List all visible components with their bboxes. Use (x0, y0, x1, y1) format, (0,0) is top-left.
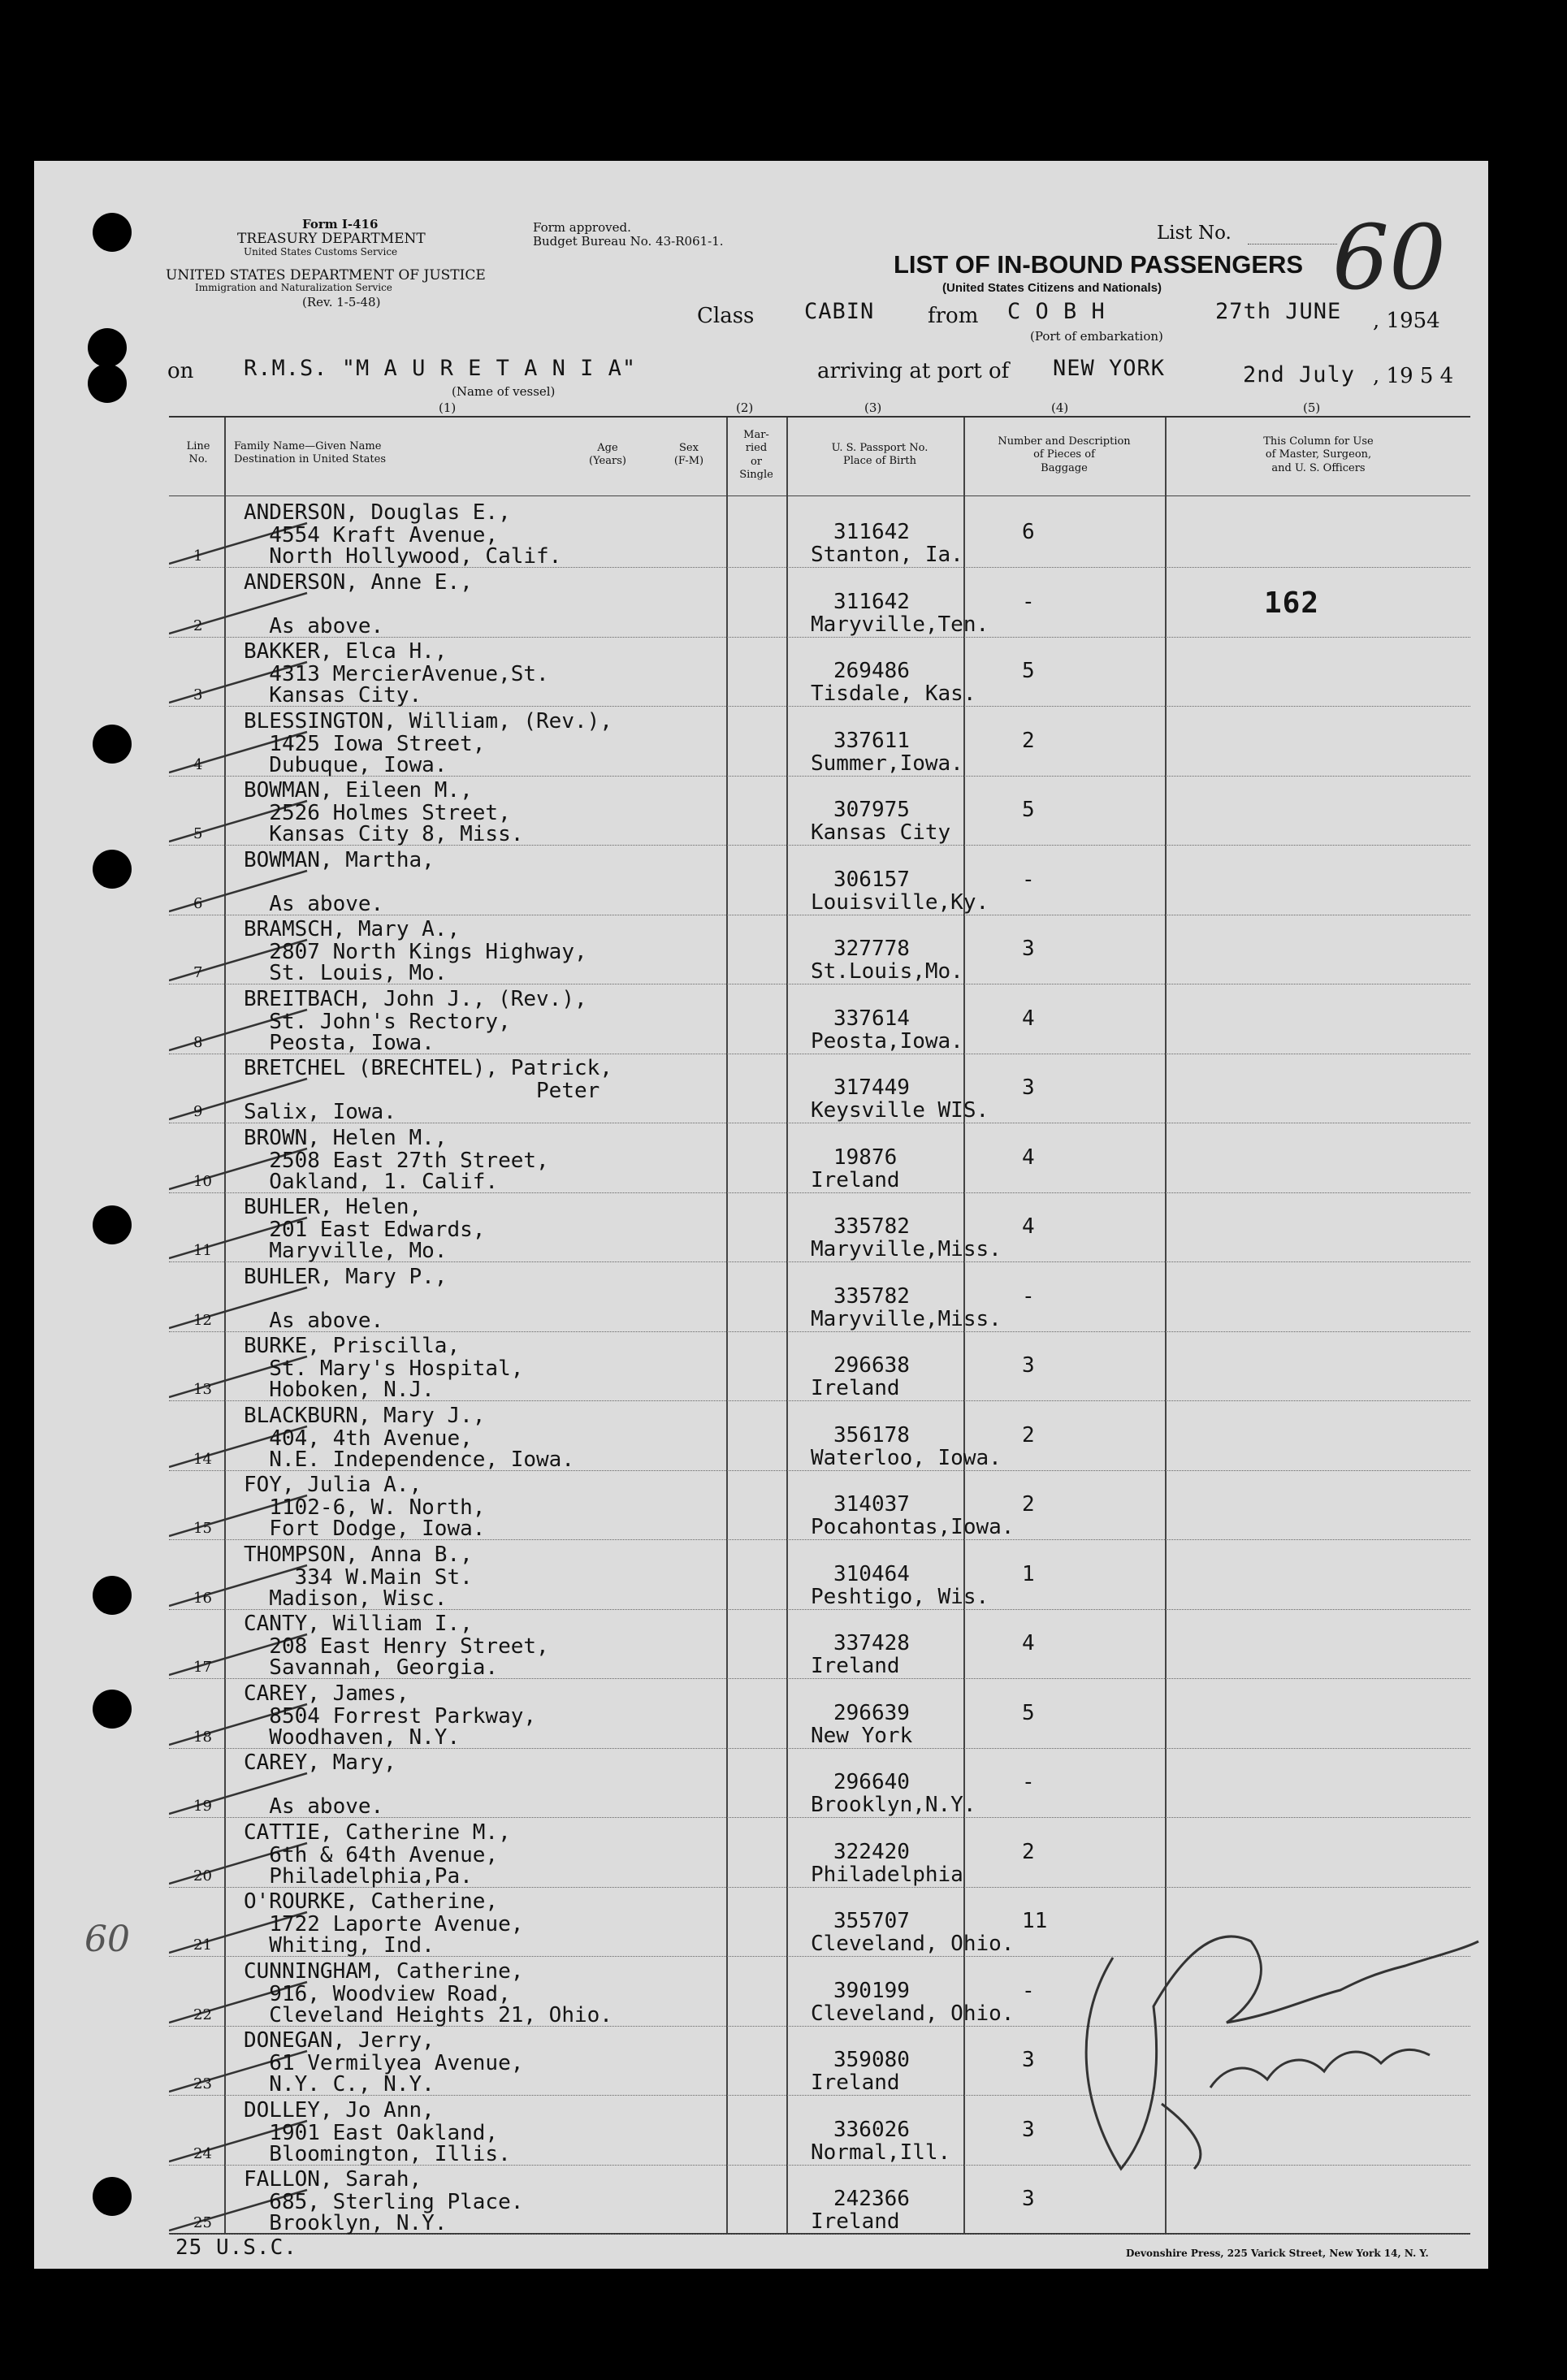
col-header-officers: This Column for Use of Master, Surgeon, and U. S. Officers (1263, 435, 1374, 474)
class-label: Class (697, 304, 755, 328)
embark-date: 27th JUNE (1215, 299, 1342, 324)
passport-number: 335782 (833, 1283, 910, 1309)
passenger-name: BRAMSCH, Mary A., (244, 917, 461, 941)
passport-number: 314037 (833, 1492, 910, 1517)
passenger-city: As above. (244, 891, 384, 916)
passenger-address: 1901 East Oakland, (244, 2120, 499, 2145)
passport-number: 19876 (833, 1145, 898, 1170)
line-number: 8 (193, 1033, 203, 1051)
passport-number: 337428 (833, 1631, 910, 1655)
baggage-count: - (1022, 1770, 1035, 1794)
passenger-name: BOWMAN, Eileen M., (244, 778, 473, 803)
passport-number: 311642 (833, 520, 910, 544)
passenger-address: 6th & 64th Avenue, (244, 1842, 499, 1867)
line-number: 25 (193, 2214, 212, 2231)
passenger-name: BAKKER, Elca H., (244, 639, 448, 664)
line-number: 17 (193, 1659, 212, 1676)
table-row (169, 1402, 1470, 1472)
baggage-count: 3 (1022, 937, 1035, 961)
passport-number: 337614 (833, 1006, 910, 1031)
passenger-city: Philadelphia,Pa. (244, 1863, 473, 1889)
line-number: 11 (193, 1242, 212, 1259)
arrival-year: , 19 5 4 (1373, 364, 1454, 388)
passenger-address: 1102-6, W. North, (244, 1495, 486, 1520)
punch-hole (93, 1576, 132, 1615)
passenger-address: 404, 4th Avenue, (244, 1426, 473, 1451)
stamp-number: 162 (1264, 586, 1320, 620)
place-of-birth: St.Louis,Mo. (811, 959, 963, 984)
passenger-city: Hoboken, N.J. (244, 1378, 435, 1402)
baggage-count: 5 (1022, 659, 1035, 683)
margin-number-handwritten: 60 (84, 1919, 130, 1960)
baggage-count: 4 (1022, 1631, 1035, 1655)
line-number: 24 (193, 2144, 212, 2162)
passport-number: 311642 (833, 589, 910, 614)
line-number: 12 (193, 1311, 212, 1329)
passport-number: 335782 (833, 1214, 910, 1239)
passenger-address: 2526 Holmes Street, (244, 801, 511, 825)
justice-dept: UNITED STATES DEPARTMENT OF JUSTICE (166, 267, 486, 283)
passport-number: 310464 (833, 1561, 910, 1586)
place-of-birth: Maryville,Miss. (811, 1237, 1002, 1261)
baggage-count: - (1022, 589, 1035, 614)
customs-service: United States Customs Service (244, 246, 398, 257)
passenger-address: 2508 East 27th Street, (244, 1148, 549, 1173)
passenger-name: FALLON, Sarah, (244, 2167, 422, 2192)
baggage-count: 2 (1022, 728, 1035, 753)
passport-number: 317449 (833, 1075, 910, 1100)
form-approved: Form approved. (533, 220, 631, 235)
line-number: 5 (193, 825, 203, 842)
passenger-name: BREITBACH, John J., (Rev.), (244, 986, 587, 1011)
table-row (169, 1054, 1470, 1124)
place-of-birth: Ireland (811, 2209, 900, 2234)
passenger-name: FOY, Julia A., (244, 1473, 422, 1497)
passport-number: 356178 (833, 1422, 910, 1447)
place-of-birth: Maryville,Miss. (811, 1306, 1002, 1331)
baggage-count: 5 (1022, 1700, 1035, 1725)
baggage-count: 3 (1022, 1075, 1035, 1100)
embark-year: , 1954 (1373, 309, 1440, 333)
place-of-birth: Louisville,Ky. (811, 889, 989, 915)
place-of-birth: Summer,Iowa. (811, 751, 963, 776)
col-number-4: (4) (1051, 400, 1069, 415)
list-number-handwritten: 60 (1332, 206, 1446, 309)
baggage-count: - (1022, 1283, 1035, 1309)
line-number: 14 (193, 1450, 212, 1468)
passenger-city: Oakland, 1. Calif. (244, 1169, 499, 1194)
place-of-birth: Normal,Ill. (811, 2140, 951, 2165)
col-header-line-no: Line No. (186, 440, 210, 466)
passenger-address: 916, Woodview Road, (244, 1981, 511, 2006)
baggage-count: - (1022, 1978, 1035, 2003)
line-number: 7 (193, 964, 203, 981)
place-of-birth: Ireland (811, 1654, 900, 1678)
passenger-name: THOMPSON, Anna B., (244, 1542, 473, 1567)
passenger-name: BRETCHEL (BRECHTEL), Patrick, (244, 1056, 613, 1080)
baggage-count: 5 (1022, 798, 1035, 822)
place-of-birth: Maryville,Ten. (811, 612, 989, 637)
passenger-address: 4554 Kraft Avenue, (244, 523, 499, 547)
inspector-signature (1064, 1860, 1487, 2185)
passport-number: 327778 (833, 937, 910, 961)
line-number: 16 (193, 1589, 212, 1607)
passport-number: 355707 (833, 1909, 910, 1933)
passenger-city: Savannah, Georgia. (244, 1655, 499, 1680)
place-of-birth: Keysville WIS. (811, 1098, 989, 1123)
passenger-city: As above. (244, 1308, 384, 1333)
footer-statute: 25 U.S.C. (175, 2235, 297, 2260)
place-of-birth: Peshtigo, Wis. (811, 1584, 989, 1609)
baggage-count: 2 (1022, 1839, 1035, 1864)
punch-hole (93, 1205, 132, 1244)
passenger-address: Peter (244, 1079, 600, 1103)
passenger-city: Kansas City 8, Miss. (244, 822, 524, 846)
vessel-caption: (Name of vessel) (452, 384, 556, 399)
passenger-city: Dubuque, Iowa. (244, 752, 448, 777)
passenger-city: N.E. Independence, Iowa. (244, 1447, 574, 1472)
passenger-city: Woodhaven, N.Y. (244, 1724, 461, 1750)
form-title: LIST OF IN-BOUND PASSENGERS (894, 250, 1304, 279)
place-of-birth: Ireland (811, 2071, 900, 2095)
place-of-birth: Peosta,Iowa. (811, 1028, 963, 1054)
col-number-5: (5) (1303, 400, 1321, 415)
line-number: 20 (193, 1867, 212, 1885)
embark-port: C O B H (1007, 299, 1106, 324)
punch-hole (93, 213, 132, 252)
line-number: 2 (193, 617, 203, 634)
line-number: 4 (193, 755, 203, 773)
baggage-count: 3 (1022, 2048, 1035, 2072)
passenger-address: 61 Vermilyea Avenue, (244, 2051, 524, 2075)
passenger-city: Bloomington, Illis. (244, 2141, 511, 2166)
place-of-birth: Ireland (811, 1167, 900, 1192)
passenger-city: Fort Dodge, Iowa. (244, 1517, 486, 1541)
line-number: 23 (193, 2075, 212, 2092)
class-value: CABIN (804, 299, 875, 324)
baggage-count: 3 (1022, 1353, 1035, 1378)
baggage-count: 3 (1022, 2117, 1035, 2142)
baggage-count: 2 (1022, 1492, 1035, 1517)
col-number-3: (3) (864, 400, 882, 415)
passenger-address: St. John's Rectory, (244, 1009, 511, 1034)
passenger-city: N.Y. C., N.Y. (244, 2072, 435, 2097)
table-row (169, 1332, 1470, 1402)
punch-hole (93, 725, 132, 764)
passport-number: 296640 (833, 1770, 910, 1794)
punch-hole (93, 1690, 132, 1729)
passenger-name: CAREY, James, (244, 1681, 409, 1706)
col-header-passport: U. S. Passport No. Place of Birth (831, 442, 929, 468)
passenger-name: BUHLER, Helen, (244, 1195, 422, 1219)
passport-number: 307975 (833, 798, 910, 822)
col-header-sex: Sex (F-M) (673, 442, 704, 468)
passenger-address: 201 East Edwards, (244, 1218, 486, 1242)
passenger-address: 1425 Iowa Street, (244, 731, 486, 756)
line-number: 18 (193, 1728, 212, 1746)
passenger-city: Kansas City. (244, 683, 422, 708)
passenger-address: 8504 Forrest Parkway, (244, 1703, 537, 1729)
table-row (169, 1471, 1470, 1541)
passenger-city: Cleveland Heights 21, Ohio. (244, 2002, 613, 2027)
place-of-birth: Waterloo, Iowa. (811, 1445, 1002, 1470)
line-number: 6 (193, 894, 203, 912)
passenger-name: BURKE, Priscilla, (244, 1334, 461, 1358)
passenger-city: As above. (244, 613, 384, 638)
col-number-1: (1) (439, 400, 457, 415)
table-row (169, 1124, 1470, 1194)
place-of-birth: Ireland (811, 1376, 900, 1400)
line-number: 13 (193, 1381, 212, 1398)
passenger-city: Salix, Iowa. (244, 1100, 396, 1124)
passenger-name: CUNNINGHAM, Catherine, (244, 1958, 524, 1984)
table-row (169, 915, 1470, 985)
place-of-birth: Philadelphia (811, 1862, 963, 1887)
passenger-city: St. Louis, Mo. (244, 961, 448, 985)
col-header-age: Age (Years) (589, 442, 626, 468)
footer-printer: Devonshire Press, 225 Varick Street, New York 14, N. Y. (1126, 2248, 1429, 2259)
table-row (169, 1610, 1470, 1680)
table-row (169, 1749, 1470, 1819)
passenger-address: 2807 North Kings Highway, (244, 940, 587, 964)
passenger-name: BROWN, Helen M., (244, 1125, 448, 1150)
line-number: 9 (193, 1103, 203, 1120)
place-of-birth: Kansas City (811, 820, 951, 845)
passport-number: 242366 (833, 2187, 910, 2211)
line-number: 21 (193, 1936, 212, 1954)
line-number: 10 (193, 1172, 212, 1190)
form-number: Form I-416 (302, 217, 379, 232)
col-header-name: Family Name—Given Name Destination in United States (234, 440, 386, 466)
line-number: 19 (193, 1798, 212, 1815)
passenger-address: 685, Sterling Place. (244, 2190, 524, 2214)
passenger-address: 334 W.Main St. (244, 1564, 473, 1590)
place-of-birth: Cleveland, Ohio. (811, 1932, 1015, 1956)
baggage-count: 2 (1022, 1422, 1035, 1447)
baggage-count: 6 (1022, 520, 1035, 544)
passenger-name: DONEGAN, Jerry, (244, 2028, 435, 2053)
passenger-name: DOLLEY, Jo Ann, (244, 2097, 435, 2123)
passenger-name: CANTY, William I., (244, 1612, 473, 1636)
passenger-city: As above. (244, 1794, 384, 1819)
line-number: 22 (193, 2006, 212, 2023)
revision: (Rev. 1-5-48) (302, 295, 381, 309)
col-number-2: (2) (736, 400, 754, 415)
table-row (169, 1680, 1470, 1750)
punch-hole (93, 850, 132, 889)
table-row (169, 1193, 1470, 1263)
line-number: 15 (193, 1520, 212, 1537)
baggage-count: 4 (1022, 1145, 1035, 1170)
table-row (169, 638, 1470, 708)
punch-hole (93, 2177, 132, 2216)
passenger-name: CAREY, Mary, (244, 1750, 396, 1775)
punch-hole (88, 328, 127, 367)
passenger-city: Madison, Wisc. (244, 1586, 448, 1611)
vessel-name: R.M.S. "M A U R E T A N I A" (244, 356, 637, 381)
baggage-count: 4 (1022, 1006, 1035, 1031)
table-row (169, 1263, 1470, 1333)
passenger-name: ANDERSON, Anne E., (244, 569, 473, 595)
passenger-name: ANDERSON, Douglas E., (244, 500, 511, 525)
baggage-count: 11 (1022, 1909, 1048, 1933)
ins-service: Immigration and Naturalization Service (195, 282, 392, 293)
list-no-label: List No. (1157, 223, 1232, 244)
passport-number: 336026 (833, 2117, 910, 2142)
punch-hole (88, 364, 127, 403)
place-of-birth: New York (811, 1723, 913, 1748)
passport-number: 296639 (833, 1700, 910, 1725)
passport-number: 390199 (833, 1978, 910, 2003)
table-row (169, 985, 1470, 1055)
passenger-city: Brooklyn, N.Y. (244, 2211, 448, 2235)
passport-number: 306157 (833, 867, 910, 892)
passenger-name: BUHLER, Mary P., (244, 1264, 448, 1289)
passenger-address: 1722 Laporte Avenue, (244, 1912, 524, 1936)
passenger-city: Whiting, Ind. (244, 1933, 435, 1958)
col-header-married: Mar- ried or Single (739, 429, 773, 481)
place-of-birth: Cleveland, Ohio. (811, 2001, 1015, 2026)
passenger-name: O'ROURKE, Catherine, (244, 1889, 499, 1914)
line-number: 1 (193, 547, 203, 565)
passenger-name: BLESSINGTON, William, (Rev.), (244, 708, 613, 733)
passenger-address: 208 East Henry Street, (244, 1634, 549, 1659)
passenger-city: Maryville, Mo. (244, 1239, 448, 1263)
passenger-city: North Hollywood, Calif. (244, 544, 562, 569)
passport-number: 359080 (833, 2048, 910, 2072)
passport-number: 269486 (833, 659, 910, 683)
baggage-count: 3 (1022, 2187, 1035, 2211)
table-row (169, 499, 1470, 569)
place-of-birth: Stanton, Ia. (811, 543, 963, 567)
passport-number: 322420 (833, 1839, 910, 1864)
arrival-port: NEW YORK (1053, 356, 1166, 381)
place-of-birth: Brooklyn,N.Y. (811, 1793, 976, 1817)
port-embark-caption: (Port of embarkation) (1030, 329, 1163, 344)
baggage-count: 4 (1022, 1214, 1035, 1239)
passenger-name: CATTIE, Catherine M., (244, 1820, 511, 1845)
baggage-count: 1 (1022, 1561, 1035, 1586)
form-subtitle: (United States Citizens and Nationals) (942, 281, 1162, 295)
passenger-name: BOWMAN, Martha, (244, 847, 435, 872)
budget-bureau: Budget Bureau No. 43-R061-1. (533, 234, 724, 249)
table-row (169, 708, 1470, 777)
treasury-dept: TREASURY DEPARTMENT (237, 231, 426, 247)
passport-number: 337611 (833, 728, 910, 753)
from-label: from (928, 304, 979, 328)
baggage-count: - (1022, 867, 1035, 892)
passenger-name: BLACKBURN, Mary J., (244, 1403, 486, 1428)
passenger-address: St. Mary's Hospital, (244, 1357, 524, 1381)
col-header-baggage: Number and Description of Pieces of Baggage (998, 435, 1131, 474)
arrival-date: 2nd July (1243, 362, 1356, 387)
passport-number: 296638 (833, 1353, 910, 1378)
passenger-address: 4313 MercierAvenue,St. (244, 662, 549, 686)
on-label: on (167, 359, 194, 383)
table-row (169, 846, 1470, 916)
place-of-birth: Tisdale, Kas. (811, 682, 976, 706)
arriving-label: arriving at port of (817, 359, 1010, 383)
place-of-birth: Pocahontas,Iowa. (811, 1515, 1015, 1539)
table-row (169, 1541, 1470, 1611)
line-number: 3 (193, 686, 203, 703)
passenger-city: Peosta, Iowa. (244, 1030, 435, 1055)
table-row (169, 777, 1470, 846)
